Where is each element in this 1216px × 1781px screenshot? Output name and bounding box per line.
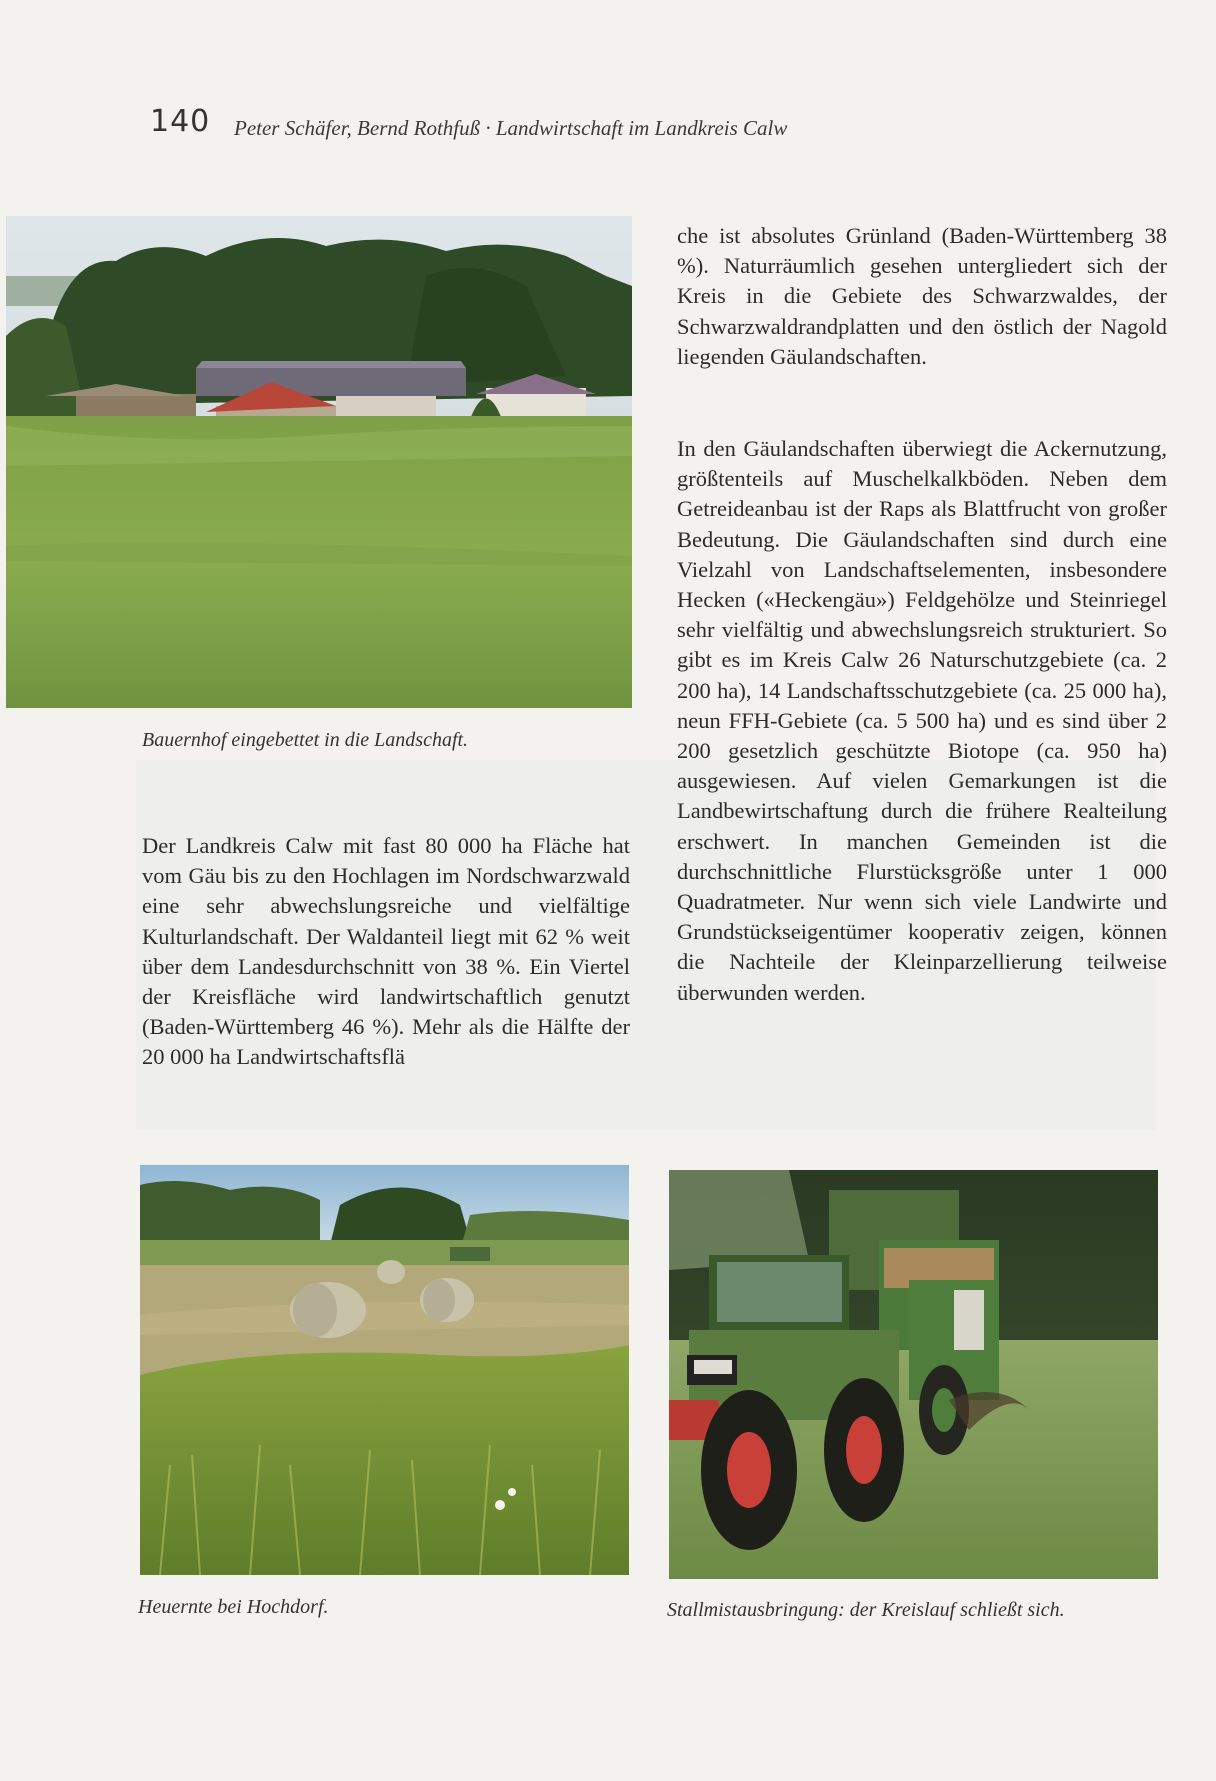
running-head: Peter Schäfer, Bernd Rothfuß · Landwirtschaft im Landkreis Calw bbox=[234, 116, 788, 140]
farm-photo bbox=[6, 216, 632, 708]
tractor-photo bbox=[669, 1170, 1158, 1579]
hay-photo-caption: Heuernte bei Hochdorf. bbox=[138, 1596, 329, 1618]
tractor-manure-spreader-photo-icon bbox=[669, 1170, 1158, 1579]
body-paragraph-right-2: In den Gäulandschaften überwiegt die Ackernutzung, größtenteils auf Muschelkalkböden. Neben dem Getreideanbau ist der Raps als Blattfrucht von großer Bedeutung. Die Gäulandschaften sind durch eine Vielzahl von Landschaftselementen, insbesondere Hecken («Heckengäu») Feldgehölze und Steinriegel sehr vielfältig und abwechslungsreich strukturiert. So gibt es im Kreis Calw 26 Naturschutzgebiete (ca. 2 200 ha), 14 Landschaftsschutzgebiete (ca. 25 000 ha), neun FFH-Gebiete (ca. 5 500 ha) und es sind über 2 200 gesetzlich geschützte Biotope (ca. 950 ha) ausgewiesen. Auf vielen Gemarkungen ist die Landbewirtschaftung durch die frühere Realteilung erschwert. In manchen Gemeinden ist die durchschnittliche Flurstücksgröße unter 1 000 Quadratmeter. Nur wenn sich viele Landwirte und Grundstückseigentümer kooperativ zeigen, können die Nachteile der Kleinparzellierung teilweise überwunden werden. bbox=[677, 436, 1167, 1005]
hay-bales-photo-icon bbox=[140, 1165, 629, 1575]
page-number: 140 bbox=[150, 104, 211, 139]
tractor-photo-caption: Stallmistausbringung: der Kreislauf schließt sich. bbox=[667, 1599, 1065, 1621]
body-paragraph-left: Der Landkreis Calw mit fast 80 000 ha Fläche hat vom Gäu bis zu den Hochlagen im Nordschwarzwald eine sehr abwechslungsreiche und vielfältige Kulturlandschaft. Der Waldanteil liegt mit 62 % weit über dem Landesdurchschnitt von 38 %. Ein Viertel der Kreisfläche wird landwirtschaftlich genutzt (Baden-Württemberg 46 %). Mehr als die Hälfte der 20 000 ha Landwirtschaftsflä bbox=[142, 833, 630, 1070]
farm-photo-caption: Bauernhof eingebettet in die Landschaft. bbox=[142, 729, 469, 751]
hay-photo bbox=[140, 1165, 629, 1575]
farm-landscape-photo-icon bbox=[6, 216, 632, 708]
body-paragraph-right-1: che ist absolutes Grünland (Baden-Württemberg 38 %). Naturräumlich gesehen untergliedert sich der Kreis in die Gebiete des Schwarzwaldes, der Schwarzwaldrandplatten und den östlich der Nagold liegenden Gäulandschaften. bbox=[677, 223, 1167, 369]
